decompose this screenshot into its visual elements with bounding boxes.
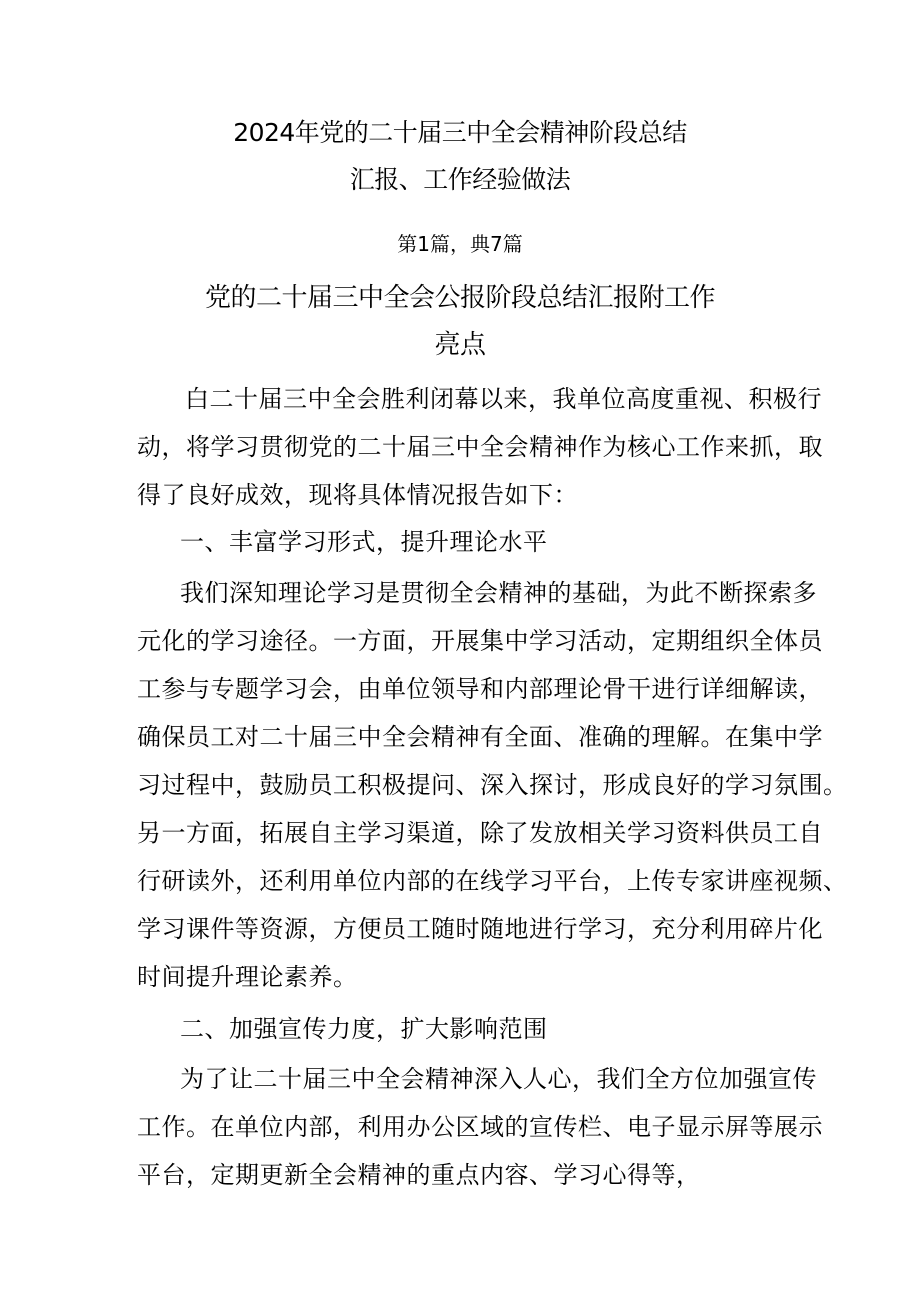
body-line: 为了让二十届三中全会精神深入人心，我们全方位加强宣传	[180, 1065, 817, 1093]
body-line: 工作。在单位内部，利用办公区域的宣传栏、电子显示屏等展示	[137, 1113, 823, 1141]
body-line: 我们深知理论学习是贯彻全会精神的基础，为此不断探索多	[180, 579, 817, 607]
body-line: 确保员工对二十届三中全会精神有全面、准确的理解。在集中学	[137, 723, 823, 751]
section-heading-2: 二、加强宣传力度，扩大影响范围	[180, 1015, 548, 1043]
body-line: 元化的学习途径。一方面，开展集中学习活动，定期组织全体员	[137, 627, 823, 655]
article-title-line-2: 亮点	[434, 330, 486, 360]
section-heading-1: 一、丰富学习形式，提升理论水平	[180, 528, 548, 556]
body-line: 时间提升理论素养。	[137, 963, 358, 991]
body-line: 白二十届三中全会胜利闭幕以来，我单位高度重视、积极行	[185, 385, 822, 413]
document-subtitle: 第1篇，典7篇	[397, 232, 523, 256]
body-line: 得了良好成效，现将具体情况报告如下：	[137, 481, 578, 509]
body-line: 习过程中，鼓励员工积极提问、深入探讨，形成良好的学习氛围。	[137, 771, 848, 799]
body-line: 动，将学习贯彻党的二十届三中全会精神作为核心工作来抓，取	[137, 433, 823, 461]
body-line: 学习课件等资源，方便员工随时随地进行学习，充分利用碎片化	[137, 915, 823, 943]
document-title-line-2: 汇报、工作经验做法	[349, 165, 571, 194]
body-line: 工参与专题学习会，由单位领导和内部理论骨干进行详细解读，	[137, 675, 823, 703]
document-title-line-1: 2024年党的二十届三中全会精神阶段总结	[233, 118, 687, 147]
body-line: 另一方面，拓展自主学习渠道，除了发放相关学习资料供员工自	[137, 819, 823, 847]
body-line: 行研读外，还利用单位内部的在线学习平台，上传专家讲座视频、	[137, 867, 848, 895]
body-line: 平台，定期更新全会精神的重点内容、学习心得等，	[137, 1161, 701, 1189]
article-title-line-1: 党的二十届三中全会公报阶段总结汇报附工作	[204, 283, 715, 313]
